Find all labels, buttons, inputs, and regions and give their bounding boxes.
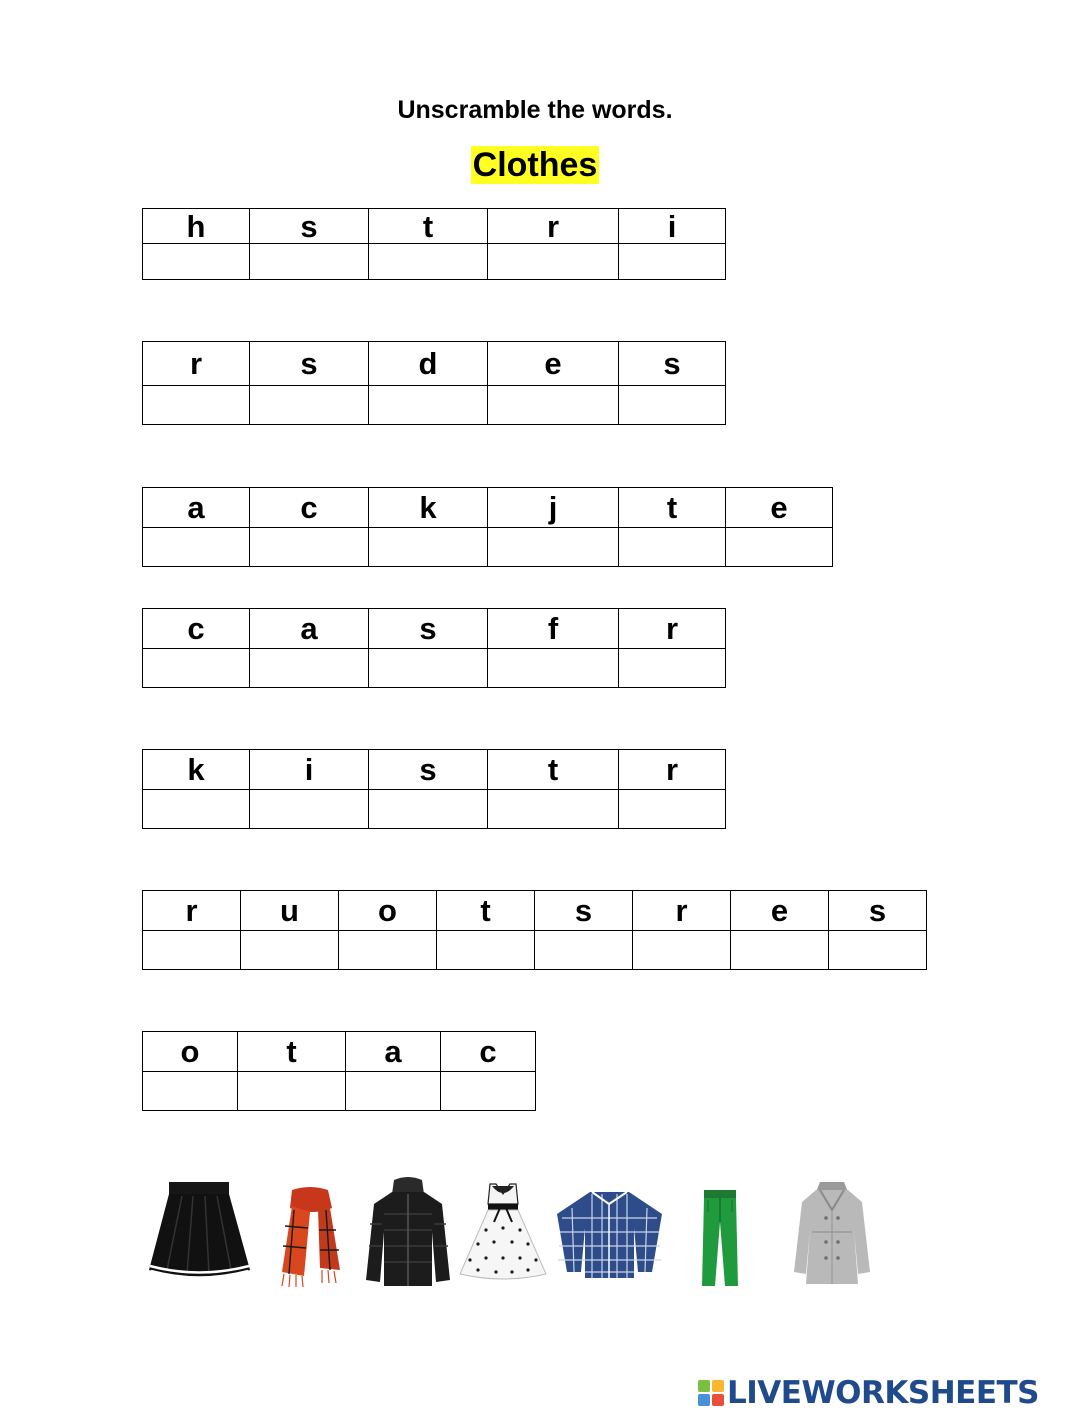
- scrambled-letter: t: [369, 209, 488, 244]
- answer-cell[interactable]: [250, 528, 369, 567]
- answer-cell[interactable]: [143, 386, 250, 425]
- answer-cell[interactable]: [488, 244, 619, 280]
- scrambled-letter: r: [633, 891, 731, 931]
- answer-cell[interactable]: [829, 931, 927, 970]
- scrambled-letter: d: [369, 342, 488, 386]
- answer-cell[interactable]: [250, 790, 369, 829]
- answer-cell[interactable]: [441, 1072, 536, 1111]
- answer-cell[interactable]: [143, 790, 250, 829]
- answer-cell[interactable]: [369, 528, 488, 567]
- scrambled-letter: i: [250, 750, 369, 790]
- answer-cell[interactable]: [143, 931, 241, 970]
- skirt-image: [147, 1178, 252, 1282]
- answer-cell[interactable]: [633, 931, 731, 970]
- scrambled-letter: r: [143, 342, 250, 386]
- answer-cell[interactable]: [369, 244, 488, 280]
- scrambled-letter: s: [829, 891, 927, 931]
- logo-tile-yellow: [712, 1380, 724, 1392]
- scrambled-letter: t: [619, 488, 726, 528]
- logo-tile-blue: [698, 1394, 710, 1406]
- scrambled-letter: a: [346, 1032, 441, 1072]
- dress-image: [458, 1182, 548, 1282]
- scrambled-letter: s: [250, 209, 369, 244]
- scrambled-letter: u: [241, 891, 339, 931]
- scrambled-letter: k: [369, 488, 488, 528]
- scrambled-letter: i: [619, 209, 726, 244]
- answer-cell[interactable]: [619, 790, 726, 829]
- scrambled-letter: r: [143, 891, 241, 931]
- scrambled-letter: h: [143, 209, 250, 244]
- scrambled-letter: t: [238, 1032, 346, 1072]
- answer-cell[interactable]: [250, 649, 369, 688]
- answer-cell[interactable]: [619, 244, 726, 280]
- scrambled-letter: c: [143, 609, 250, 649]
- scrambled-letter: r: [488, 209, 619, 244]
- answer-cell[interactable]: [488, 649, 619, 688]
- scrambled-letter: t: [488, 750, 619, 790]
- scrambled-letter: r: [619, 750, 726, 790]
- scrambled-letter: e: [731, 891, 829, 931]
- word-puzzle-7: [142, 1031, 536, 1111]
- word-puzzle-5: [142, 749, 726, 829]
- answer-cell[interactable]: [619, 528, 726, 567]
- scrambled-letter: c: [250, 488, 369, 528]
- answer-cell[interactable]: [726, 528, 833, 567]
- answer-cell[interactable]: [369, 386, 488, 425]
- scarf-image: [274, 1186, 346, 1288]
- answer-cell[interactable]: [619, 386, 726, 425]
- answer-cell[interactable]: [143, 1072, 238, 1111]
- scrambled-letter: s: [369, 609, 488, 649]
- scrambled-letter: a: [143, 488, 250, 528]
- answer-cell[interactable]: [346, 1072, 441, 1111]
- logo-tile-green: [698, 1380, 710, 1392]
- scrambled-letter: k: [143, 750, 250, 790]
- jacket-image: [364, 1174, 452, 1290]
- answer-cell[interactable]: [369, 649, 488, 688]
- topic-heading: Clothes: [472, 146, 598, 184]
- answer-cell[interactable]: [143, 649, 250, 688]
- answer-cell[interactable]: [488, 790, 619, 829]
- instruction-heading: Unscramble the words.: [397, 96, 673, 124]
- answer-cell[interactable]: [619, 649, 726, 688]
- answer-cell[interactable]: [731, 931, 829, 970]
- scrambled-letter: a: [250, 609, 369, 649]
- scrambled-letter: f: [488, 609, 619, 649]
- liveworksheets-brand: [698, 1377, 1039, 1409]
- shirt-image: [552, 1188, 667, 1280]
- answer-cell[interactable]: [250, 386, 369, 425]
- scrambled-letter: s: [619, 342, 726, 386]
- clothing-pictures-strip: [142, 1170, 902, 1295]
- scrambled-letter: r: [619, 609, 726, 649]
- scrambled-letter: s: [369, 750, 488, 790]
- answer-cell[interactable]: [250, 244, 369, 280]
- answer-cell[interactable]: [238, 1072, 346, 1111]
- answer-cell[interactable]: [488, 528, 619, 567]
- word-puzzle-6: [142, 890, 927, 970]
- answer-cell[interactable]: [143, 528, 250, 567]
- scrambled-letter: c: [441, 1032, 536, 1072]
- scrambled-letter: t: [437, 891, 535, 931]
- scrambled-letter: s: [250, 342, 369, 386]
- word-puzzle-1: [142, 208, 726, 280]
- word-puzzle-4: [142, 608, 726, 688]
- liveworksheets-logo-icon: [698, 1380, 724, 1406]
- scrambled-letter: j: [488, 488, 619, 528]
- scrambled-letter: s: [535, 891, 633, 931]
- coat-image: [792, 1180, 872, 1288]
- brand-name: LIVEWORKSHEETS: [727, 1375, 1039, 1411]
- scrambled-letter: o: [143, 1032, 238, 1072]
- answer-cell[interactable]: [143, 244, 250, 280]
- answer-cell[interactable]: [535, 931, 633, 970]
- logo-tile-red: [712, 1394, 724, 1406]
- word-puzzle-2: [142, 341, 726, 425]
- trousers-image: [698, 1188, 742, 1290]
- answer-cell[interactable]: [241, 931, 339, 970]
- answer-cell[interactable]: [339, 931, 437, 970]
- word-puzzle-3: [142, 487, 833, 567]
- scrambled-letter: o: [339, 891, 437, 931]
- answer-cell[interactable]: [488, 386, 619, 425]
- topic-heading-wrap: [0, 146, 1070, 185]
- scrambled-letter: e: [726, 488, 833, 528]
- answer-cell[interactable]: [369, 790, 488, 829]
- answer-cell[interactable]: [437, 931, 535, 970]
- scrambled-letter: e: [488, 342, 619, 386]
